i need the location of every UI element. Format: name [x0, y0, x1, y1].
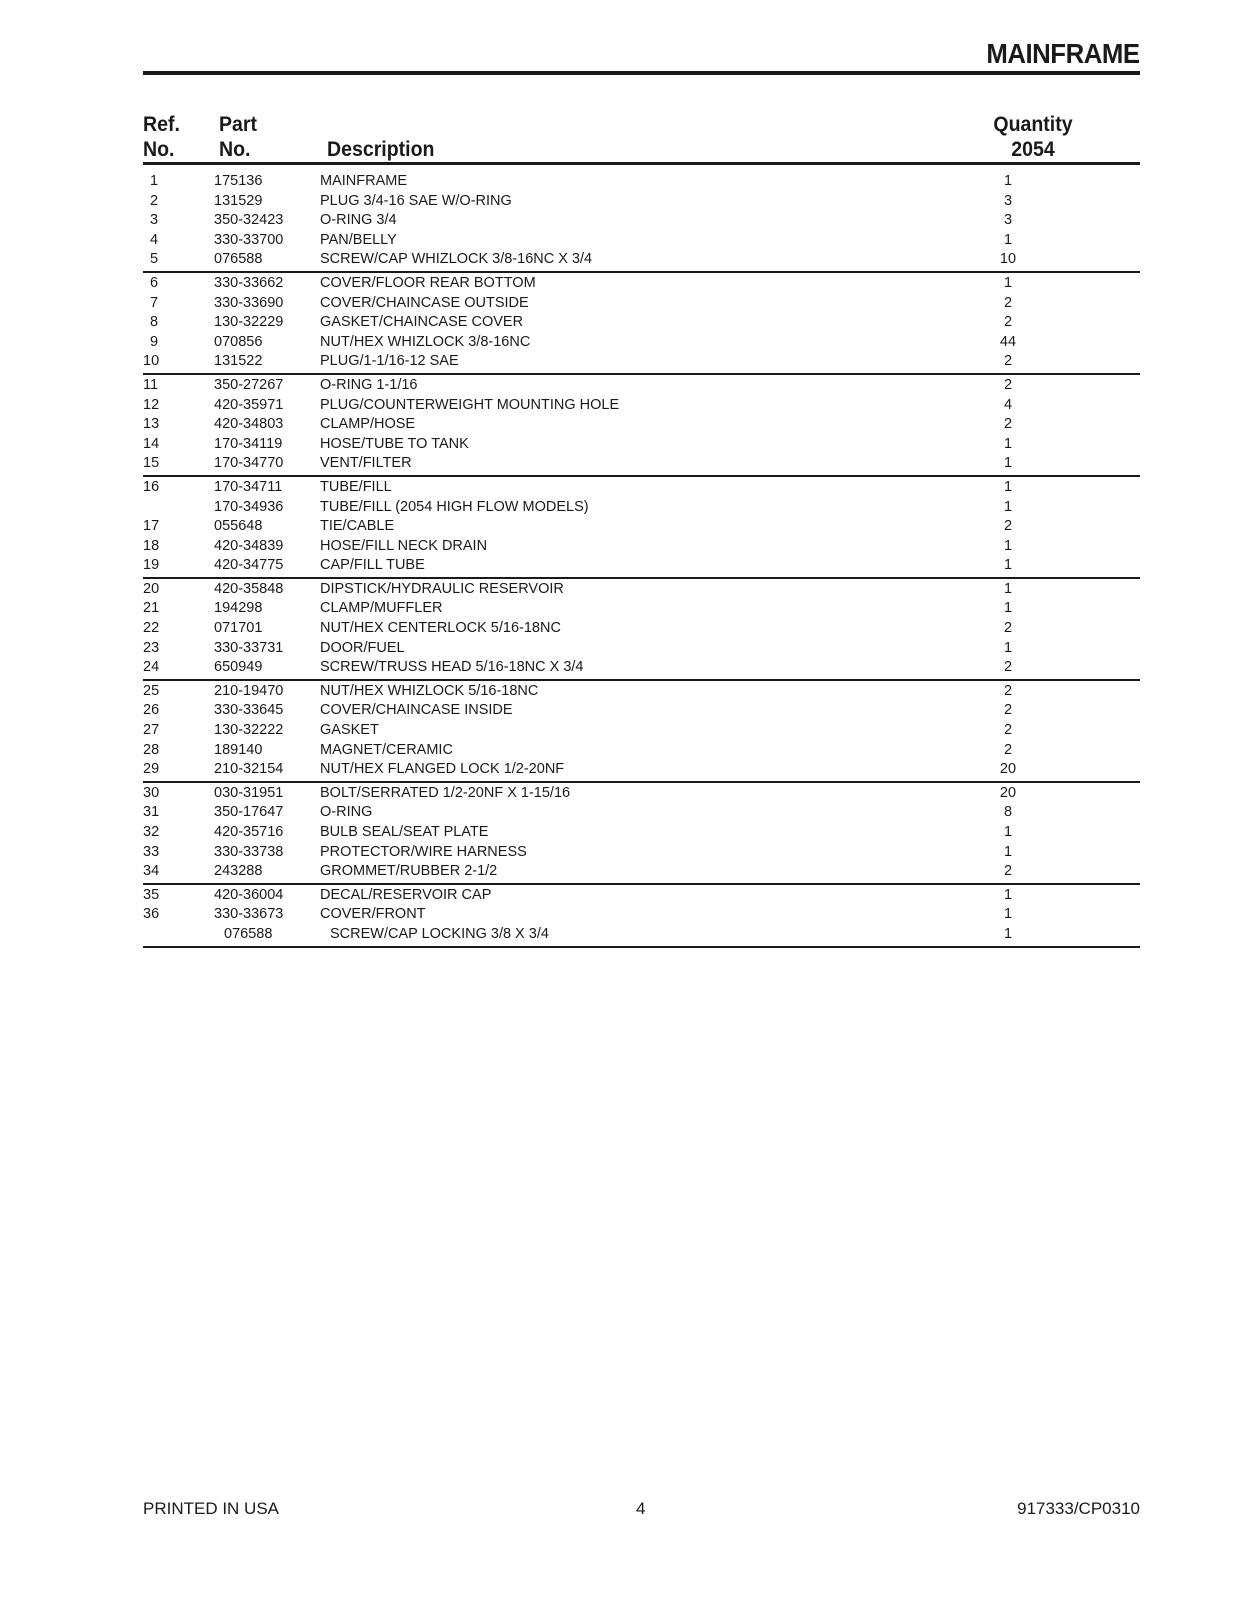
- header-qty-model: 2054: [1011, 138, 1055, 161]
- table-row: [143, 925, 1140, 945]
- part-quantity: 1: [1003, 824, 1013, 840]
- part-number: 420-35848: [214, 580, 284, 597]
- table-row: [143, 415, 1140, 435]
- part-description: NUT/HEX CENTERLOCK 5/16-18NC: [320, 620, 561, 637]
- part-quantity: 2: [1003, 518, 1013, 535]
- table-row: [143, 352, 1140, 372]
- parts-group: [143, 376, 1140, 477]
- part-number: 420-34803: [214, 416, 284, 433]
- table-row: [143, 556, 1140, 576]
- part-description: TUBE/FILL (2054 HIGH FLOW MODELS): [320, 498, 589, 515]
- table-row: [143, 498, 1140, 518]
- part-quantity: 1: [1003, 925, 1013, 942]
- table-row: [143, 274, 1140, 294]
- part-quantity: 1: [1003, 580, 1013, 597]
- ref-number: 9: [150, 333, 159, 350]
- ref-number: 35: [143, 886, 160, 903]
- part-number: 350-27267: [214, 376, 284, 393]
- parts-table: [143, 172, 1140, 949]
- part-number: 243288: [214, 863, 263, 880]
- part-number: 076588: [214, 251, 263, 268]
- part-description: TIE/CABLE: [320, 518, 395, 535]
- part-quantity: 1: [1003, 843, 1013, 860]
- ref-number: 25: [143, 682, 160, 699]
- part-number: 130-32222: [214, 722, 284, 739]
- part-number: 350-17647: [214, 804, 284, 821]
- part-description: BOLT/SERRATED 1/2-20NF X 1-15/16: [320, 784, 571, 801]
- part-quantity: 1: [1003, 600, 1013, 617]
- part-number: 175136: [214, 173, 263, 189]
- ref-number: 27: [143, 722, 160, 739]
- part-number: 071701: [214, 620, 263, 637]
- part-number: 170-34711: [214, 478, 283, 495]
- part-quantity: 2: [1003, 620, 1013, 637]
- part-number: 330-33690: [214, 294, 284, 311]
- part-description: COVER/CHAINCASE OUTSIDE: [320, 294, 529, 311]
- table-row: [143, 376, 1140, 396]
- table-row: [143, 639, 1140, 659]
- ref-number: 18: [143, 537, 160, 554]
- part-description: MAGNET/CERAMIC: [320, 741, 453, 758]
- part-quantity: 2: [1003, 314, 1013, 331]
- part-description: COVER/FRONT: [320, 906, 426, 923]
- part-number: 330-33700: [214, 231, 284, 248]
- part-number: 330-33645: [214, 702, 284, 719]
- ref-number: 12: [143, 396, 160, 413]
- part-description: O-RING: [320, 804, 373, 821]
- part-description: O-RING 3/4: [320, 212, 397, 229]
- part-number: 330-33731: [214, 639, 284, 656]
- header-part-line2: No.: [219, 138, 251, 161]
- part-number: 420-34839: [214, 537, 284, 554]
- part-description: PLUG/COUNTERWEIGHT MOUNTING HOLE: [320, 396, 620, 413]
- part-quantity: 3: [1003, 192, 1013, 209]
- table-row: [143, 862, 1140, 882]
- table-row: [143, 435, 1140, 455]
- part-description: SCREW/TRUSS HEAD 5/16-18NC X 3/4: [320, 659, 584, 676]
- part-quantity: 2: [1003, 741, 1013, 758]
- table-row: [143, 658, 1140, 678]
- part-description: SCREW/CAP WHIZLOCK 3/8-16NC X 3/4: [320, 251, 593, 268]
- table-row: [143, 396, 1140, 416]
- header-quantity: [990, 112, 1076, 162]
- footer-page-number: 4: [636, 1499, 646, 1518]
- part-number: 131529: [214, 192, 263, 209]
- table-row: [143, 478, 1140, 498]
- table-row: [143, 843, 1140, 863]
- table-row: [143, 580, 1140, 600]
- table-row: [143, 803, 1140, 823]
- part-description: COVER/CHAINCASE INSIDE: [320, 702, 513, 719]
- part-description: BULB SEAL/SEAT PLATE: [320, 824, 489, 840]
- part-number: 420-35716: [214, 824, 284, 840]
- part-quantity: 1: [1003, 537, 1013, 554]
- ref-number: 32: [143, 824, 160, 840]
- ref-number: 4: [150, 231, 159, 248]
- table-row: [143, 784, 1140, 804]
- part-quantity: 1: [1003, 435, 1013, 452]
- table-row: [143, 313, 1140, 333]
- ref-number: 10: [143, 353, 160, 370]
- table-row: [143, 721, 1140, 741]
- ref-number: 29: [143, 761, 160, 778]
- part-quantity: 2: [1003, 722, 1013, 739]
- part-quantity: 1: [1003, 274, 1013, 291]
- part-description: NUT/HEX WHIZLOCK 5/16-18NC: [320, 682, 539, 699]
- part-description: COVER/FLOOR REAR BOTTOM: [320, 274, 536, 291]
- part-description: DECAL/RESERVOIR CAP: [320, 886, 492, 903]
- ref-number: 1: [150, 173, 159, 189]
- part-description: NUT/HEX WHIZLOCK 3/8-16NC: [320, 333, 531, 350]
- header-description: Description: [327, 138, 435, 161]
- part-number: 170-34936: [214, 498, 284, 515]
- part-number: 210-32154: [214, 761, 284, 778]
- part-quantity: 2: [1003, 353, 1013, 370]
- part-number: 131522: [214, 353, 263, 370]
- parts-group: [143, 478, 1140, 579]
- table-row: [143, 454, 1140, 474]
- ref-number: 7: [150, 294, 159, 311]
- ref-number: 36: [143, 906, 160, 923]
- part-number: 055648: [214, 518, 263, 535]
- part-description: TUBE/FILL: [320, 478, 392, 495]
- page-title: MAINFRAME: [986, 38, 1140, 69]
- ref-number: 2: [150, 192, 159, 209]
- part-number: 330-33673: [214, 906, 284, 923]
- parts-group: [143, 886, 1140, 948]
- table-row: [143, 701, 1140, 721]
- ref-number: 33: [143, 843, 160, 860]
- part-quantity: 1: [1003, 639, 1013, 656]
- part-quantity: 4: [1003, 396, 1013, 413]
- part-number: 170-34119: [214, 435, 283, 452]
- part-description: O-RING 1-1/16: [320, 376, 418, 393]
- part-quantity: 3: [1003, 212, 1013, 229]
- table-row: [143, 537, 1140, 557]
- ref-number: 16: [143, 478, 160, 495]
- header-qty-line1: Quantity: [993, 113, 1073, 136]
- part-description: PROTECTOR/WIRE HARNESS: [320, 843, 527, 860]
- parts-group: [143, 682, 1140, 783]
- table-row: [143, 294, 1140, 314]
- part-number: 076588: [224, 925, 273, 942]
- part-quantity: 1: [1003, 557, 1013, 574]
- table-row: [143, 517, 1140, 537]
- part-description: DOOR/FUEL: [320, 639, 405, 656]
- ref-number: 34: [143, 863, 160, 880]
- ref-number: 15: [143, 455, 160, 472]
- part-quantity: 20: [999, 784, 1017, 801]
- part-description: CLAMP/MUFFLER: [320, 600, 443, 617]
- footer-doc-code: 917333/CP0310: [1017, 1499, 1140, 1518]
- part-number: 420-34775: [214, 557, 284, 574]
- table-row: [143, 599, 1140, 619]
- table-row: [143, 886, 1140, 906]
- part-description: GASKET/CHAINCASE COVER: [320, 314, 524, 331]
- part-quantity: 1: [1003, 886, 1013, 903]
- part-quantity: 2: [1003, 682, 1013, 699]
- table-row: [143, 823, 1140, 843]
- ref-number: 24: [143, 659, 160, 676]
- parts-group: [143, 784, 1140, 885]
- part-description: DIPSTICK/HYDRAULIC RESERVOIR: [320, 580, 564, 597]
- ref-number: 17: [143, 518, 160, 535]
- part-description: MAINFRAME: [320, 173, 407, 189]
- part-description: CAP/FILL TUBE: [320, 557, 425, 574]
- part-description: HOSE/TUBE TO TANK: [320, 435, 469, 452]
- ref-number: 8: [150, 314, 159, 331]
- parts-group: [143, 274, 1140, 375]
- ref-number: 26: [143, 702, 160, 719]
- part-number: 330-33662: [214, 274, 284, 291]
- part-number: 650949: [214, 659, 263, 676]
- table-row: [143, 192, 1140, 212]
- part-quantity: 2: [1003, 376, 1013, 393]
- part-number: 130-32229: [214, 314, 284, 331]
- part-number: 189140: [214, 741, 263, 758]
- ref-number: 5: [150, 251, 159, 268]
- table-row: [143, 333, 1140, 353]
- part-quantity: 2: [1003, 294, 1013, 311]
- part-description: GROMMET/RUBBER 2-1/2: [320, 863, 498, 880]
- part-description: NUT/HEX FLANGED LOCK 1/2-20NF: [320, 761, 565, 778]
- ref-number: 3: [150, 212, 159, 229]
- table-row: [143, 760, 1140, 780]
- part-number: 194298: [214, 600, 263, 617]
- header-rule: [143, 162, 1140, 165]
- ref-number: 14: [143, 435, 160, 452]
- ref-number: 23: [143, 639, 160, 656]
- title-rule: [143, 71, 1140, 75]
- ref-number: 20: [143, 580, 160, 597]
- footer-printed: PRINTED IN USA: [143, 1499, 280, 1518]
- table-row: [143, 172, 1140, 192]
- part-quantity: 2: [1003, 863, 1013, 880]
- table-row: [143, 211, 1140, 231]
- part-description: PLUG/1-1/16-12 SAE: [320, 353, 459, 370]
- part-description: GASKET: [320, 722, 379, 739]
- ref-number: 31: [143, 804, 160, 821]
- ref-number: 11: [143, 376, 159, 393]
- ref-number: 22: [143, 620, 160, 637]
- ref-number: 13: [143, 416, 160, 433]
- header-part: [219, 112, 257, 162]
- part-description: PLUG 3/4-16 SAE W/O-RING: [320, 192, 512, 209]
- part-description: HOSE/FILL NECK DRAIN: [320, 537, 488, 554]
- part-quantity: 1: [1003, 455, 1013, 472]
- part-number: 170-34770: [214, 455, 284, 472]
- part-number: 350-32423: [214, 212, 284, 229]
- part-description: CLAMP/HOSE: [320, 416, 416, 433]
- header-ref-line1: Ref.: [143, 113, 180, 136]
- part-description: SCREW/CAP LOCKING 3/8 X 3/4: [330, 925, 549, 942]
- header-ref-line2: No.: [143, 138, 175, 161]
- parts-group: [143, 580, 1140, 681]
- ref-number: 19: [143, 557, 160, 574]
- part-quantity: 2: [1003, 416, 1013, 433]
- table-row: [143, 905, 1140, 925]
- part-quantity: 1: [1003, 173, 1013, 189]
- part-number: 070856: [214, 333, 263, 350]
- header-ref: [143, 112, 180, 162]
- part-quantity: 20: [999, 761, 1017, 778]
- part-quantity: 10: [999, 251, 1017, 268]
- header-part-line1: Part: [219, 113, 257, 136]
- ref-number: 6: [150, 274, 159, 291]
- part-quantity: 8: [1003, 804, 1013, 821]
- part-quantity: 1: [1003, 231, 1013, 248]
- ref-number: 30: [143, 784, 160, 801]
- table-row: [143, 741, 1140, 761]
- table-row: [143, 619, 1140, 639]
- part-description: VENT/FILTER: [320, 455, 412, 472]
- part-number: 210-19470: [214, 682, 284, 699]
- part-quantity: 44: [999, 333, 1017, 350]
- ref-number: 28: [143, 741, 160, 758]
- part-quantity: 2: [1003, 702, 1013, 719]
- table-row: [143, 231, 1140, 251]
- part-number: 330-33738: [214, 843, 284, 860]
- parts-group: [143, 172, 1140, 273]
- part-quantity: 2: [1003, 659, 1013, 676]
- part-quantity: 1: [1003, 498, 1013, 515]
- part-quantity: 1: [1003, 478, 1013, 495]
- part-description: PAN/BELLY: [320, 231, 397, 248]
- part-number: 420-36004: [214, 886, 284, 903]
- part-number: 030-31951: [214, 784, 284, 801]
- table-row: [143, 250, 1140, 270]
- part-quantity: 1: [1003, 906, 1013, 923]
- ref-number: 21: [143, 600, 160, 617]
- table-row: [143, 682, 1140, 702]
- part-number: 420-35971: [214, 396, 284, 413]
